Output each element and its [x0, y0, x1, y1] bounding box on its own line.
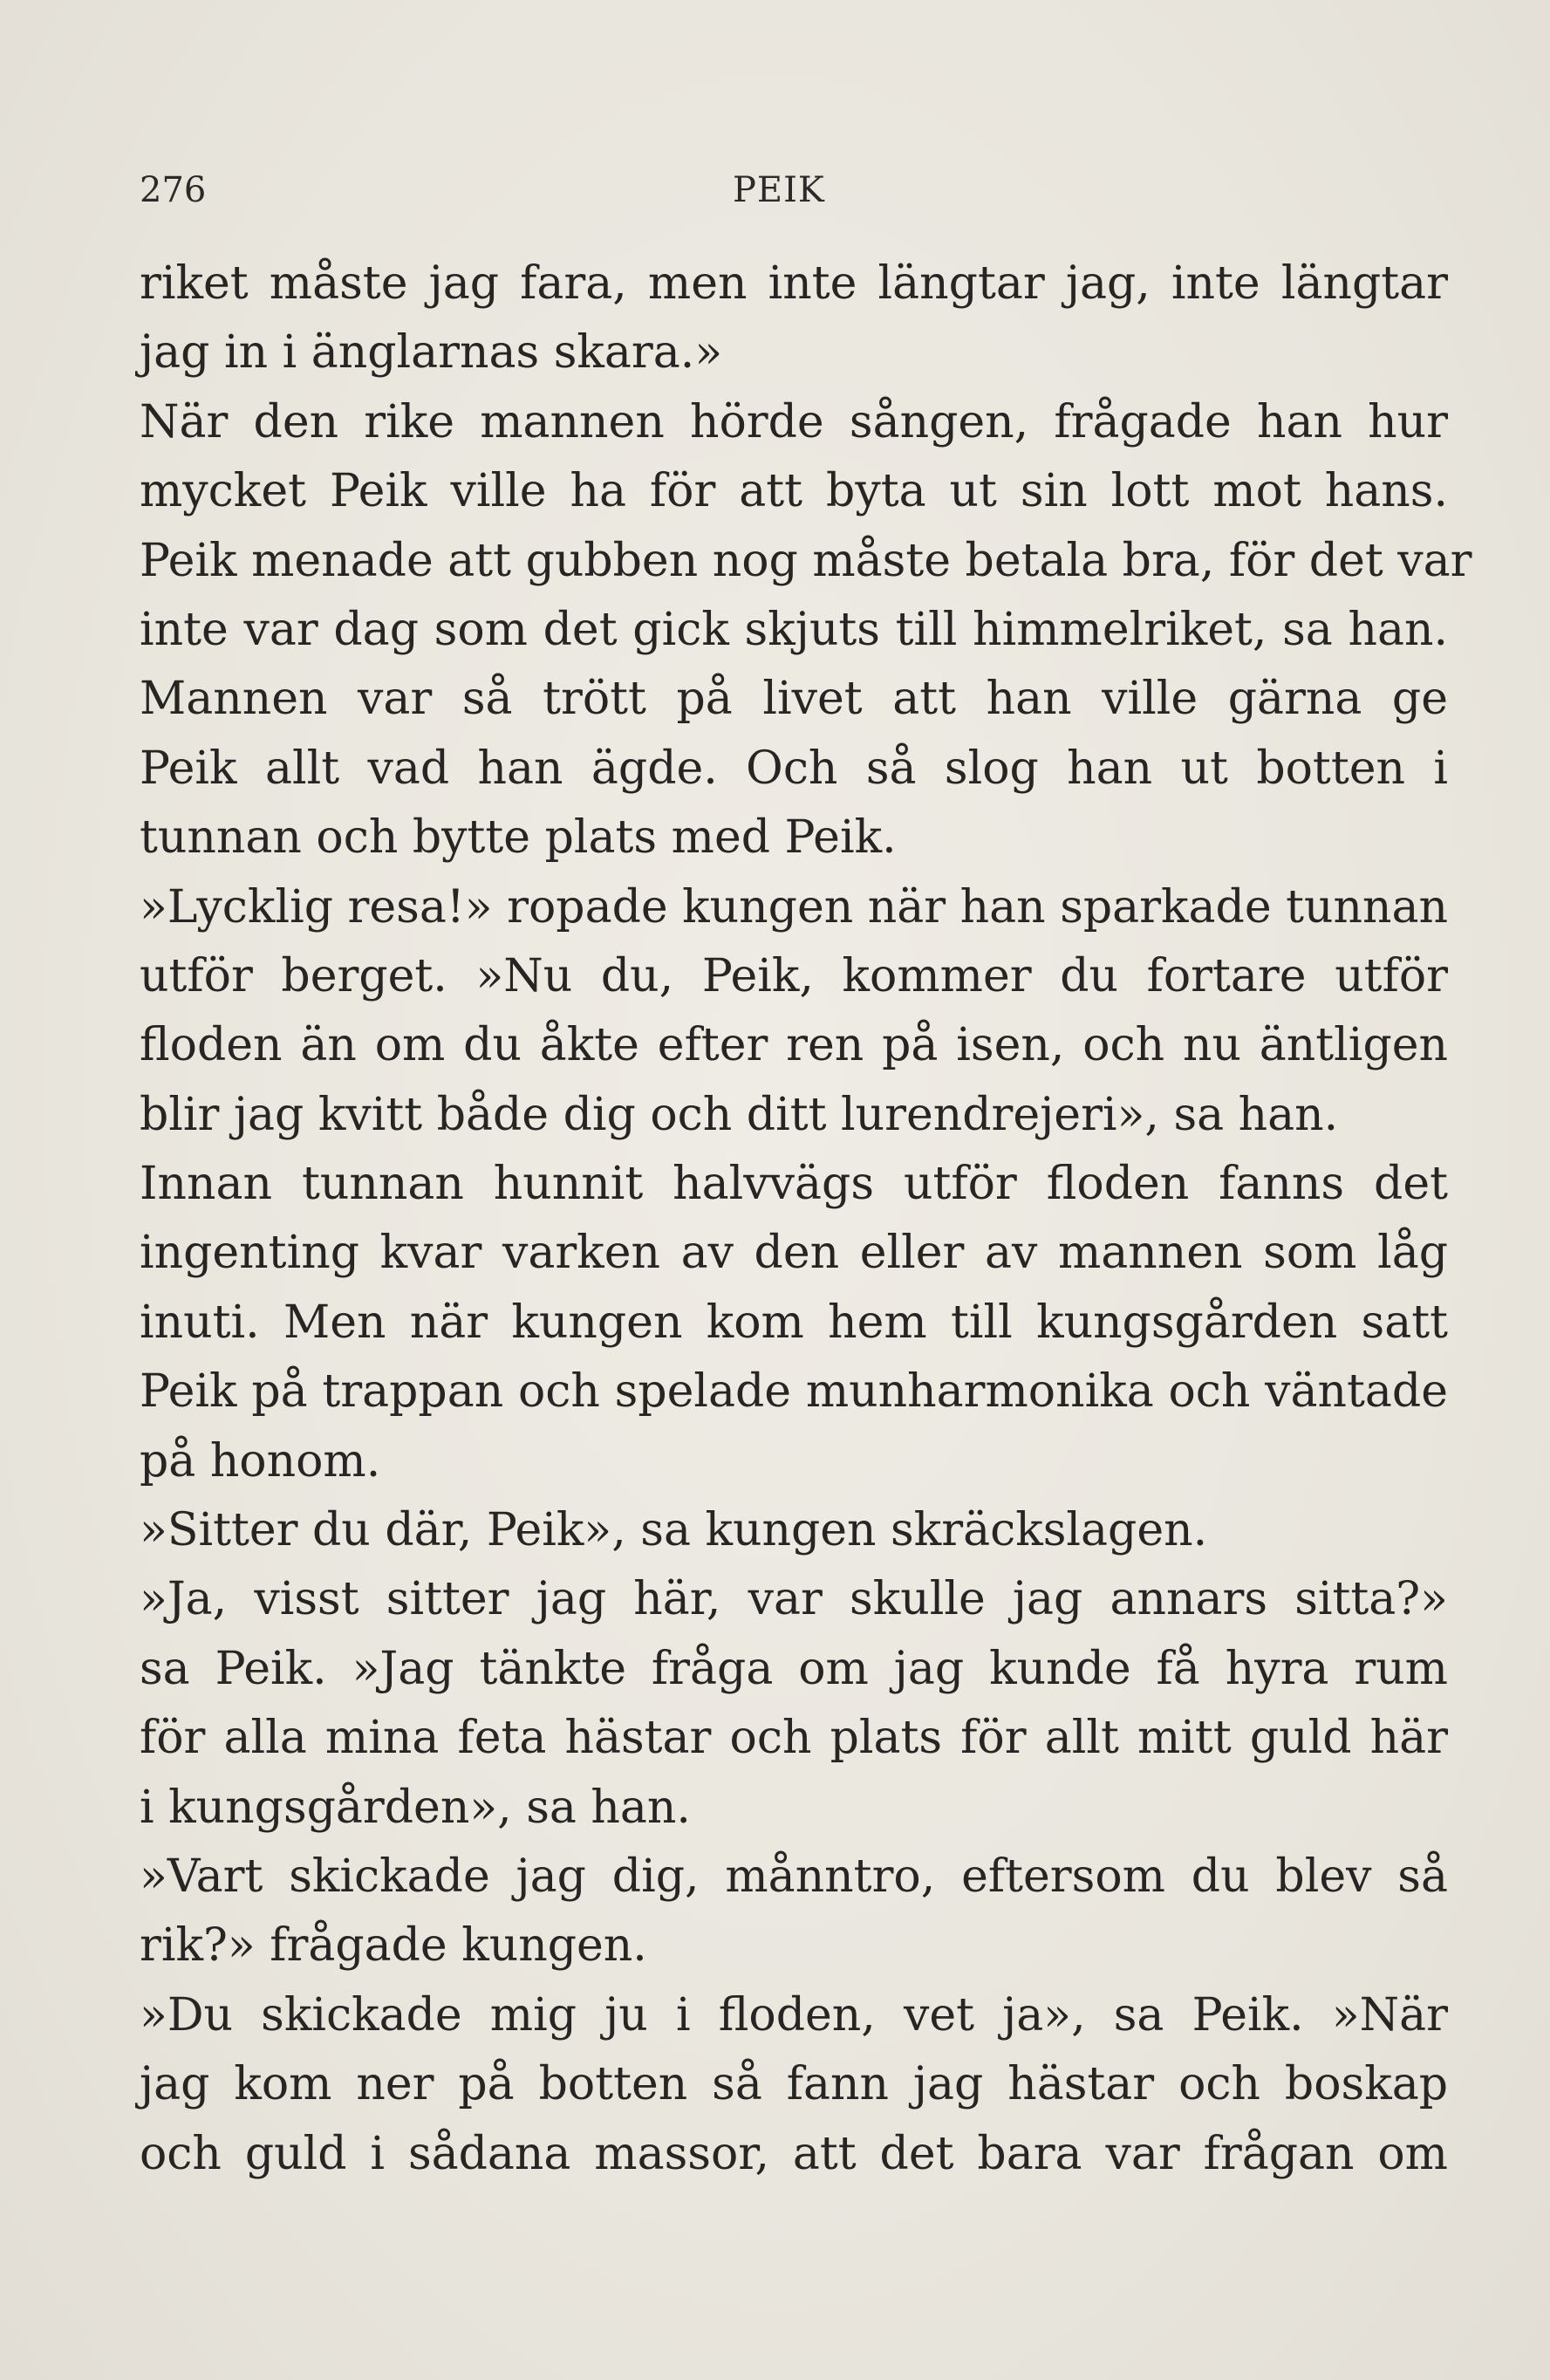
text-line: Peik menade att gubben nog måste betala bra, för det var	[140, 534, 1472, 587]
page-number: 276	[140, 170, 207, 210]
text-line: Peik på trappan och spelade munharmonika och väntade	[140, 1365, 1448, 1419]
text-line: jag kom ner på botten så fann jag hästar och boskap	[140, 2058, 1448, 2111]
text-line: tunnan och bytte plats med Peik.	[140, 811, 897, 865]
text-line: När den rike mannen hörde sången, frågade han hur	[140, 395, 1448, 448]
text-line: rik?» frågade kungen.	[140, 1919, 647, 1973]
text-line: jag in i änglarnas skara.»	[140, 326, 723, 380]
text-line: på honom.	[140, 1434, 381, 1488]
text-line: Peik allt vad han ägde. Och så slog han ut botten i	[140, 742, 1448, 795]
text-line: mycket Peik ville ha för att byta ut sin lott mot hans.	[140, 465, 1448, 518]
body-text	[140, 250, 1472, 2189]
text-line: blir jag kvitt både dig och ditt lurendrejeri», sa han.	[140, 1088, 1339, 1141]
text-line: Innan tunnan hunnit halvvägs utför floden fanns det	[140, 1158, 1448, 1211]
running-head: PEIK	[733, 170, 825, 210]
text-line: »Ja, visst sitter jag här, var skulle jag annars sitta?»	[140, 1573, 1448, 1626]
text-line: inuti. Men när kungen kom hem till kungsgården satt	[140, 1296, 1448, 1349]
text-line: ingenting kvar varken av den eller av mannen som låg	[140, 1227, 1448, 1280]
text-line: riket måste jag fara, men inte längtar jag, inte längtar	[140, 257, 1448, 310]
text-line: i kungsgården», sa han.	[140, 1781, 691, 1834]
text-line: »Vart skickade jag dig, månntro, eftersom du blev så	[140, 1850, 1448, 1903]
text-line: för alla mina feta hästar och plats för allt mitt guld här	[140, 1712, 1448, 1765]
text-line: Mannen var så trött på livet att han ville gärna ge	[140, 673, 1448, 726]
text-line: »Lycklig resa!» ropade kungen när han sparkade tunnan	[140, 880, 1448, 934]
text-line: »Du skickade mig ju i floden, vet ja», sa Peik. »När	[140, 1988, 1448, 2041]
text-line: floden än om du åkte efter ren på isen, och nu äntligen	[140, 1019, 1448, 1072]
text-line: utför berget. »Nu du, Peik, kommer du fortare utför	[140, 949, 1448, 1002]
page-header	[140, 170, 1439, 222]
text-line: och guld i sådana massor, att det bara var frågan om	[140, 2127, 1448, 2180]
text-line: »Sitter du där, Peik», sa kungen skräckslagen.	[140, 1504, 1208, 1557]
text-line: sa Peik. »Jag tänkte fråga om jag kunde få hyra rum	[140, 1642, 1448, 1695]
text-line: inte var dag som det gick skjuts till himmelriket, sa han.	[140, 603, 1448, 656]
